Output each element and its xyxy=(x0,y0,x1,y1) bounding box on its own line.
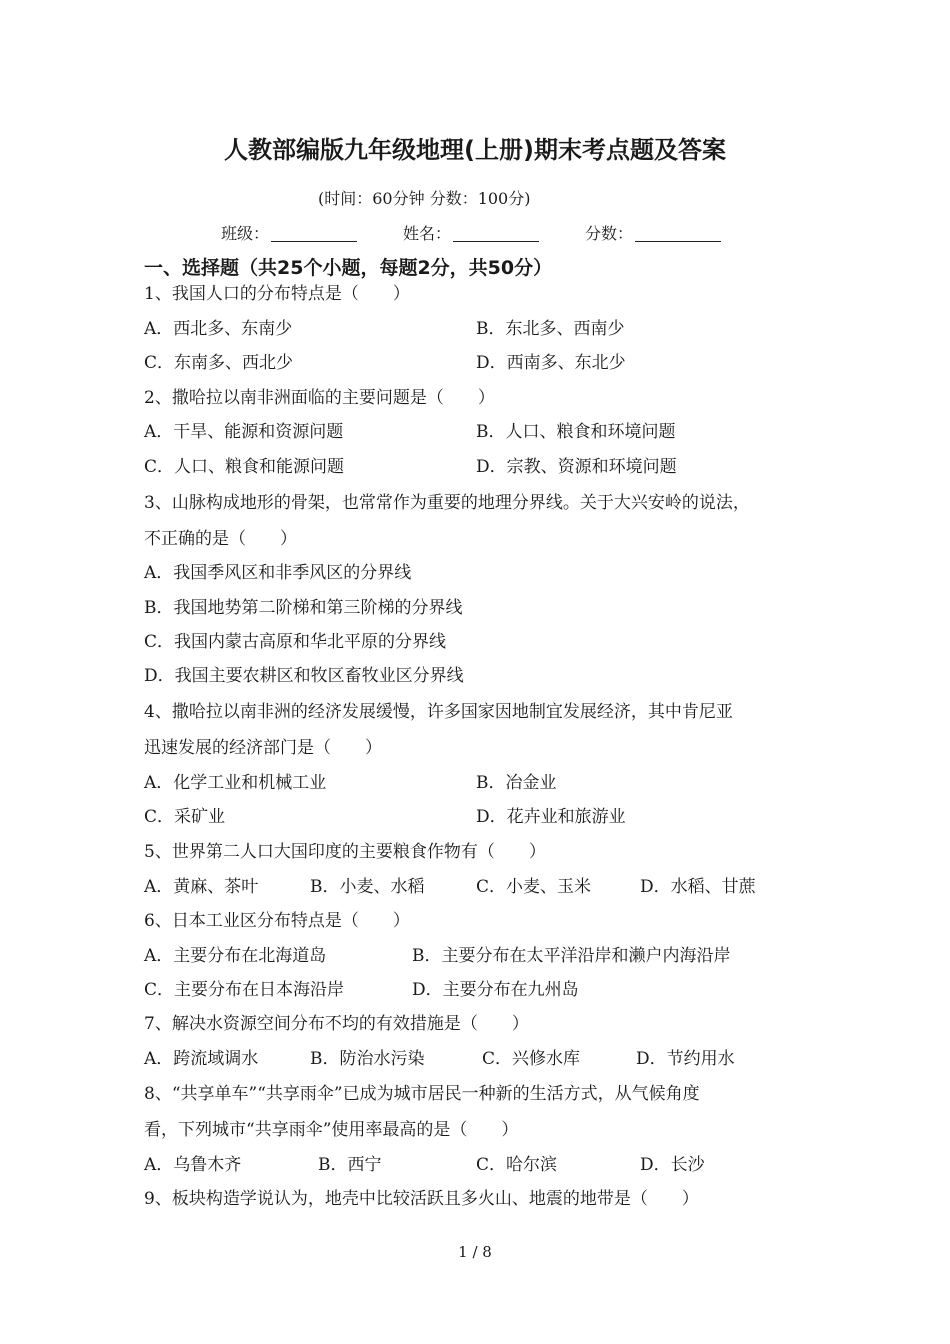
option: D．长沙 xyxy=(640,1155,705,1175)
class-blank xyxy=(271,225,357,242)
option: A．我国季风区和非季风区的分界线 xyxy=(144,563,412,583)
page-number: 1 / 8 xyxy=(458,1243,492,1261)
question-stem-cont: 看，下列城市“共享雨伞”使用率最高的是（ ） xyxy=(144,1120,519,1140)
option: C．兴修水库 xyxy=(482,1049,581,1069)
page-title: 人教部编版九年级地理(上册)期末考点题及答案 xyxy=(224,136,726,164)
option: D．主要分布在九州岛 xyxy=(412,980,579,1000)
option: A．西北多、东南少 xyxy=(144,319,293,339)
question-stem: 5、世界第二人口大国印度的主要粮食作物有（ ） xyxy=(144,842,546,862)
option: A．跨流域调水 xyxy=(144,1049,259,1069)
option: A．乌鲁木齐 xyxy=(144,1155,242,1175)
option: C．人口、粮食和能源问题 xyxy=(144,457,345,477)
option: A．黄麻、茶叶 xyxy=(144,877,259,897)
question-stem: 7、解决水资源空间分布不均的有效措施是（ ） xyxy=(144,1014,529,1034)
score-blank xyxy=(635,225,721,242)
question-stem-cont: 不正确的是（ ） xyxy=(144,529,297,549)
score-field xyxy=(585,221,721,244)
question-stem-cont: 迅速发展的经济部门是（ ） xyxy=(144,738,382,758)
score-label: 分数： xyxy=(585,224,634,243)
option: D．宗教、资源和环境问题 xyxy=(476,457,677,477)
name-label: 姓名： xyxy=(403,224,452,243)
question-stem: 4、撒哈拉以南非洲的经济发展缓慢，许多国家因地制宜发展经济，其中肯尼亚 xyxy=(144,702,733,722)
option: C．东南多、西北少 xyxy=(144,353,294,373)
option: C．采矿业 xyxy=(144,807,226,827)
option: D．水稻、甘蔗 xyxy=(640,877,756,897)
option: B．人口、粮食和环境问题 xyxy=(476,422,676,442)
option: C．小麦、玉米 xyxy=(476,877,592,897)
section-title: 一、选择题（共25个小题，每题2分，共50分） xyxy=(144,257,553,279)
option: B．冶金业 xyxy=(476,773,557,793)
option: A．主要分布在北海道岛 xyxy=(144,946,327,966)
name-blank xyxy=(453,225,539,242)
option: D．节约用水 xyxy=(636,1049,735,1069)
option: B．东北多、西南少 xyxy=(476,319,625,339)
option: D．花卉业和旅游业 xyxy=(476,807,626,827)
class-field xyxy=(221,221,357,244)
option: D．西南多、东北少 xyxy=(476,353,626,373)
question-stem: 3、山脉构成地形的骨架，也常常作为重要的地理分界线。关于大兴安岭的说法， xyxy=(144,493,750,513)
option: C．哈尔滨 xyxy=(476,1155,558,1175)
class-label: 班级： xyxy=(221,224,270,243)
question-stem: 9、板块构造学说认为，地壳中比较活跃且多火山、地震的地带是（ ） xyxy=(144,1189,699,1209)
option: D．我国主要农耕区和牧区畜牧业区分界线 xyxy=(144,666,464,686)
question-stem: 6、日本工业区分布特点是（ ） xyxy=(144,911,410,931)
option: A．干旱、能源和资源问题 xyxy=(144,422,344,442)
question-stem: 2、撒哈拉以南非洲面临的主要问题是（ ） xyxy=(144,388,495,408)
option: B．主要分布在太平洋沿岸和濑户内海沿岸 xyxy=(412,946,731,966)
question-stem: 8、“共享单车”“共享雨伞”已成为城市居民一种新的生活方式，从气候角度 xyxy=(144,1084,700,1104)
option: A．化学工业和机械工业 xyxy=(144,773,327,793)
option: B．我国地势第二阶梯和第三阶梯的分界线 xyxy=(144,598,463,618)
option: B．小麦、水稻 xyxy=(310,877,425,897)
option: C．我国内蒙古高原和华北平原的分界线 xyxy=(144,632,447,652)
option: B．西宁 xyxy=(318,1155,382,1175)
option: B．防治水污染 xyxy=(310,1049,425,1069)
option: C．主要分布在日本海沿岸 xyxy=(144,980,345,1000)
exam-meta: (时间：60分钟 分数：100分) xyxy=(318,189,531,208)
question-stem: 1、我国人口的分布特点是（ ） xyxy=(144,284,410,304)
name-field xyxy=(403,221,539,244)
